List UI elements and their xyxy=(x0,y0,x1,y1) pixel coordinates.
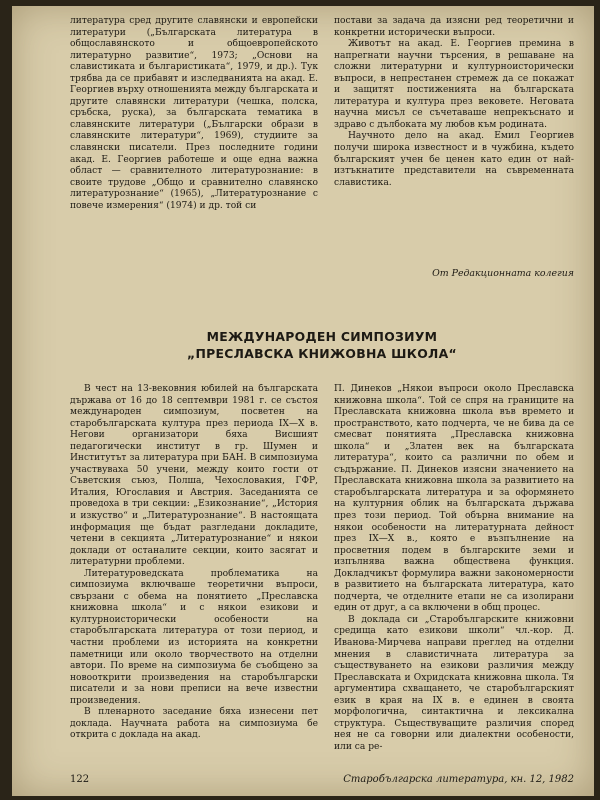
journal-title: Старобългарска литература, кн. 12, 1982 xyxy=(343,774,574,785)
paragraph: постави за задача да изясни ред теоретични и конкретни исторически въпроси. xyxy=(334,16,574,38)
journal-page xyxy=(12,6,594,796)
paragraph: Научното дело на акад. Емил Георгиев получи широка известност и в чужбина, където българският учен бе ценен като един от най-изтъкнатите представители на съвременната славистика. xyxy=(334,131,574,188)
top-right-column xyxy=(334,16,574,189)
heading-line-2: „ПРЕСЛАВСКА КНИЖОВНА ШКОЛА“ xyxy=(187,346,457,361)
editorial-signature: От Редакционната колегия xyxy=(432,268,574,279)
bottom-right-column xyxy=(334,384,574,754)
paragraph: П. Динеков „Някои въпроси около Преславска книжовна школа“. Той се спря на границите на Преславската книжовна школа във времето и пространството, като подчерта, че не бива да се смесват понятията „Преславска книжовна школа“ и „Златен век на българската литература“, които са различни по обем и съдържание. П. Динеков изясни значението на Преславската книжовна школа за развитието на старобългарската литература и за оформянето на културния облик на българската държава през този период. Той обърна внимание на някои особености на литературната дейност през IX—X в., която е възпълнение на просветния подем в българските земи и изпълнява важна обществена функция. Докладчикът формулира важни закономерности в развитието на българската литература, като подчерта, че отделните етапи не са изолирани един от друг, а са включени в общ процес. xyxy=(334,384,574,614)
bottom-left-column xyxy=(70,384,318,742)
paragraph: В пленарното заседание бяха изнесени пет доклада. Научната работа на симпозиума бе открита с доклада на акад. xyxy=(70,707,318,741)
top-left-column xyxy=(70,16,318,212)
paragraph: В доклада си „Старобългарските книжовни средища като езикови школи“ чл.-кор. Д. Иванова-Мирчева направи преглед на отделни мнения в славистичната литература за съществуването на езикови различия между Преславската и Охридската книжовна школа. Тя аргументира схващането, че старобългарският език в края на IX в. е единен в своята морфологична, синтактична и лексикална структура. Съществуващите различия според нея не са говорни или диалектни особености, или са ре- xyxy=(334,614,574,752)
page-number: 122 xyxy=(70,774,90,785)
paragraph: Животът на акад. Е. Георгиев премина в напрегнати научни търсения, в решаване на сложни литературни и културноисторически въпроси, в непрестанен стремеж да се покажат и защитят постиженията на българската литература и култура през вековете. Неговата научна мисъл се съчетаваше непрекъснато и здраво с дълбоката му любов към родината. xyxy=(334,39,574,130)
section-heading xyxy=(70,328,574,362)
paragraph: литература сред другите славянски и европейски литератури („Българската литература в общославянското и общоевропейското литературно развитие“, 1973; „Основи на славистиката и българистиката“, 1979, и др.). Тук трябва да се прибавят и изследванията на акад. Е. Георгиев върху отношенията между българската и другите славянски литератури (чешка, полска, сръбска, руска), за българската тематика в славянските литератури („Български образи в славянските литератури“, 1969), студиите за славянски писатели. През последните години акад. Е. Георгиев работеше и още една важна област — сравнителното литературознание: в своите трудове „Общо и сравнително славянско литературознание“ (1965), „Литературознание с повече измерения“ (1974) и др. той си xyxy=(70,16,318,211)
heading-line-1: МЕЖДУНАРОДЕН СИМПОЗИУМ xyxy=(206,329,438,344)
page-footer xyxy=(70,774,574,788)
paragraph: В чест на 13-вековния юбилей на българската държава от 16 до 18 септември 1981 г. се състоя международен симпозиум, посветен на старобългарската култура през периода IX—X в. Негови организатори бяха Висшият педагогически институт в гр. Шумен и Институтът за литература при БАН. В симпозиума участвуваха 50 учени, между които гости от Съветския съюз, Полша, Чехословакия, ГФР, Италия, Югославия и Австрия. Заседанията се проведоха в три секции: „Езикознание“, „История и изкуство“ и „Литературознание“. В настоящата информация ще бъдат разгледани докладите, четени в секцията „Литературознание“ и някои доклади от останалите секции, които засягат и литературни проблеми. xyxy=(70,384,318,568)
paragraph: Литературоведската проблематика на симпозиума включваше теоретични въпроси, свързани с обема на понятието „Преславска книжовна школа“ и с някои езикови и културноисторически особености на старобългарската литература от този период, и частни проблеми из историята на конкретни паметници или около творчеството на отделни автори. По време на симпозиума бе съобщено за новооткрити произведения на старобългарски писатели и за нови преписи на вече известни произведения. xyxy=(70,568,318,706)
